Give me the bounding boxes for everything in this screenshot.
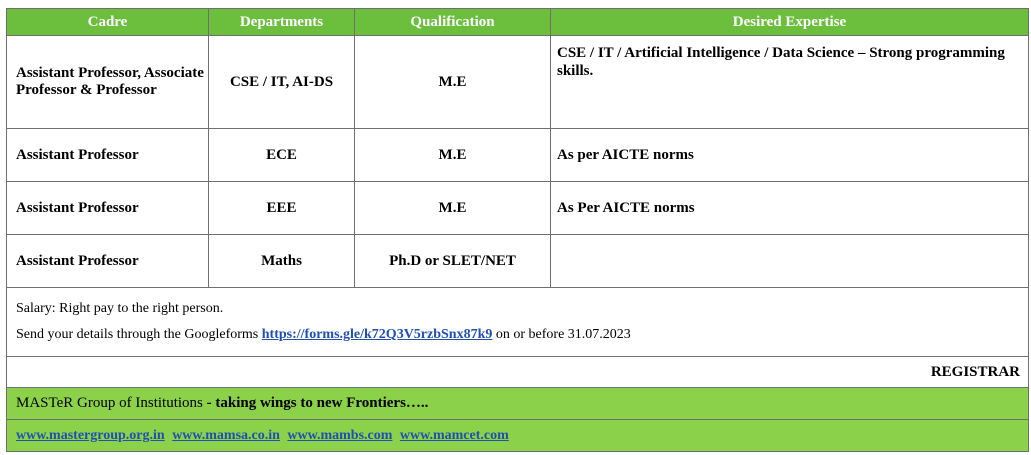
expertise-cell: As Per AICTE norms (551, 182, 1029, 235)
link-mambs[interactable]: www.mambs.com (287, 427, 393, 443)
table-row (7, 129, 1029, 182)
table-row (7, 235, 1029, 288)
header-desired-expertise: Desired Expertise (551, 9, 1029, 36)
expertise-cell: CSE / IT / Artificial Intelligence / Data Science – Strong programming skills. (551, 36, 1029, 129)
department-cell: CSE / IT, AI-DS (209, 36, 355, 129)
link-mamsa[interactable]: www.mamsa.co.in (172, 427, 280, 443)
tagline-slogan: - taking wings to new Frontiers….. (202, 395, 429, 411)
qualification-cell: Ph.D or SLET/NET (355, 235, 551, 288)
header-cadre: Cadre (7, 9, 209, 36)
application-note-row (7, 288, 1029, 357)
header-row (7, 9, 1029, 36)
send-suffix: on or before 31.07.2023 (492, 327, 631, 342)
registrar-signature: REGISTRAR (7, 357, 1029, 388)
expertise-cell: As per AICTE norms (551, 129, 1029, 182)
header-qualification: Qualification (355, 9, 551, 36)
cadre-cell: Assistant Professor (7, 182, 209, 235)
link-mamcet[interactable]: www.mamcet.com (399, 427, 509, 443)
table-row (7, 36, 1029, 129)
vacancy-table (6, 8, 1029, 452)
table-row (7, 182, 1029, 235)
expertise-cell (551, 235, 1029, 288)
qualification-cell: M.E (355, 182, 551, 235)
salary-text: Salary: Right pay to the right person. (16, 301, 224, 316)
send-prefix: Send your details through the Googleforms (16, 327, 262, 342)
website-links (7, 420, 1029, 452)
header-departments: Departments (209, 9, 355, 36)
cadre-cell: Assistant Professor (7, 235, 209, 288)
qualification-cell: M.E (355, 36, 551, 129)
cadre-cell: Assistant Professor (7, 129, 209, 182)
google-form-link[interactable]: https://forms.gle/k72Q3V5rzbSnx87k9 (261, 327, 493, 342)
tagline-org: MASTeR Group of Institutions (16, 395, 203, 411)
tagline (7, 388, 1029, 420)
department-cell: ECE (209, 129, 355, 182)
department-cell: Maths (209, 235, 355, 288)
registrar-row (7, 357, 1029, 388)
website-links-row (7, 420, 1029, 452)
qualification-cell: M.E (355, 129, 551, 182)
department-cell: EEE (209, 182, 355, 235)
application-note (7, 288, 1029, 357)
link-mastergroup[interactable]: www.mastergroup.org.in (16, 427, 165, 443)
tagline-row (7, 388, 1029, 420)
cadre-cell: Assistant Professor, Associate Professor & Professor (7, 36, 209, 129)
send-details-text (16, 322, 1020, 348)
recruitment-notice (6, 8, 1029, 452)
